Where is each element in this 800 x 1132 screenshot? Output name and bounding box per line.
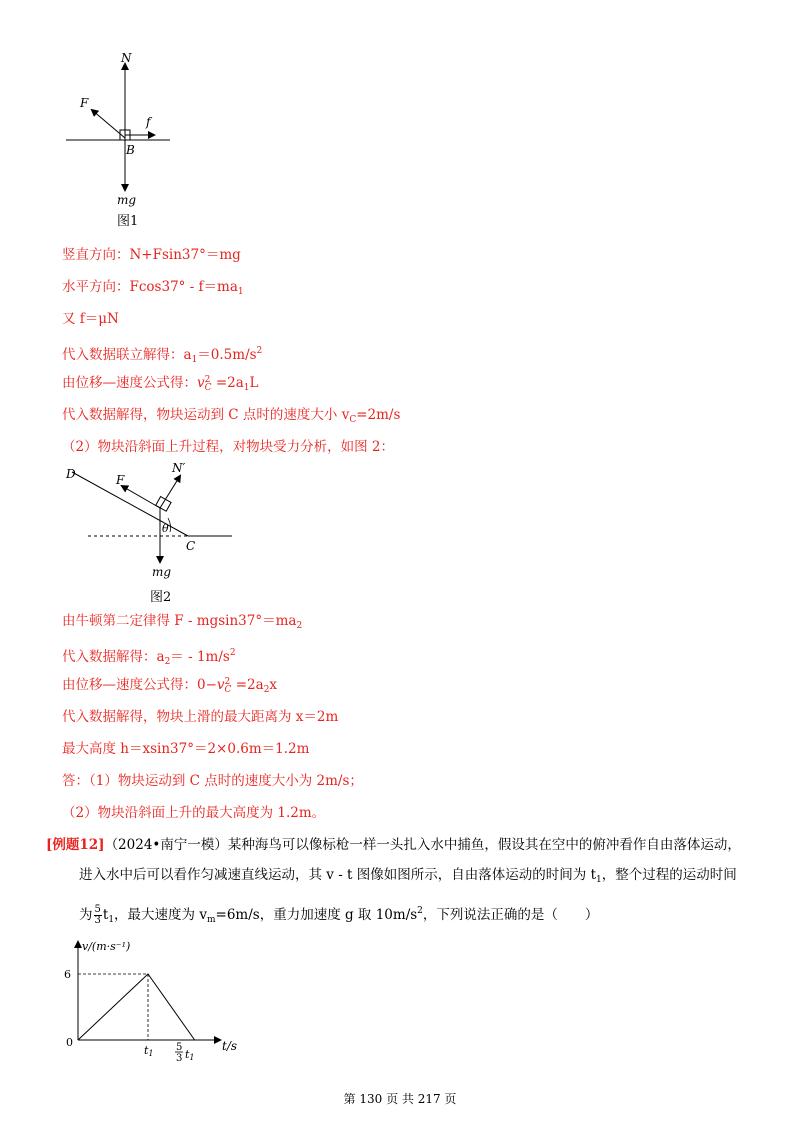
block-on-incline	[156, 497, 171, 512]
fraction-5-3: $\frac{5}{3}$	[94, 904, 101, 926]
label-theta: θ	[162, 522, 169, 535]
figure-1-force-diagram	[60, 50, 180, 215]
friction-equation: 又 f＝μN	[62, 311, 119, 327]
applied-force-arrow	[122, 486, 160, 508]
label-F: F	[116, 473, 125, 487]
velocity-time-chart	[60, 936, 260, 1066]
origin-label: 0	[66, 1036, 73, 1049]
label-mg: mg	[152, 565, 172, 579]
answer-1: 答：（1）物块运动到 C 点时的速度大小为 2m/s；	[62, 773, 363, 789]
y-axis-label: v/(m·s⁻¹)	[82, 940, 131, 953]
x-tick-5-3-den: 3	[176, 1053, 183, 1064]
displacement-formula: 由位移—速度公式得：0−v 2 C $=2a_2x$	[62, 676, 278, 695]
y-tick-6: 6	[64, 968, 71, 981]
horizontal-equation: 水平方向：$Fcos37^\circ - f=ma_1$	[62, 279, 244, 297]
label-D: D	[66, 467, 76, 481]
label-mg: mg	[117, 193, 137, 207]
label-f: f	[146, 115, 151, 129]
label-F: F	[80, 96, 89, 110]
max-distance: 代入数据解得，物块上滑的最大距离为 x＝2m	[62, 709, 339, 725]
vt-series-line	[78, 974, 195, 1040]
x-tick-5-3-t: t1	[185, 1048, 195, 1062]
newton-second-law: 由牛顿第二定律得 $F - mgsin37^\circ=ma_2$	[62, 613, 303, 631]
label-C: C	[186, 539, 196, 553]
x-tick-t1: t1	[144, 1044, 154, 1058]
figure-2-incline-diagram	[60, 458, 240, 588]
normal-force-arrow	[160, 476, 180, 508]
figure-1-caption: 图1	[117, 214, 139, 229]
example12-line2: 进入水中后可以看作匀减速直线运动，其 v - t 图像如图所示，自由落体运动的时间为 $t_1$，整个过程的运动时间	[79, 867, 737, 885]
velocity-formula: 由位移—速度公式得：v 2 C $=2a_1L$	[62, 374, 259, 393]
label-N-prime: N′	[172, 461, 186, 475]
acceleration-result: 代入数据联立解得：$a_1=0.5m/s^2$	[62, 346, 263, 365]
max-height: 最大高度 h＝xsin37°＝2×0.6m＝1.2m	[62, 741, 310, 757]
example12-line3: 为 $\frac{5}{3}$ $t_1$，最大速度为 $v_m=6m/s$，重力加速度 g 取 $10m/s^2$，下列说法正确的是（ ）	[79, 904, 599, 926]
answer-2: （2）物块沿斜面上升的最大高度为 1.2m。	[62, 805, 326, 821]
label-N: N	[121, 51, 132, 65]
applied-force-arrow	[92, 110, 125, 138]
x-tick-5-3-num: 5	[176, 1042, 183, 1053]
x-axis-label: t/s	[222, 1039, 238, 1053]
part2-intro: （2）物块沿斜面上升过程，对物块受力分析，如图 2：	[62, 439, 394, 455]
vertical-equation: 竖直方向：N+Fsin37°＝mg	[62, 247, 241, 263]
example12-line1: [例题12]（2024•南宁一模）某种海鸟可以像标枪一样一头扎入水中捕鱼，假设其在空中的俯冲看作自由落体运动，	[46, 837, 741, 853]
figure-2-caption: 图2	[150, 590, 172, 605]
acceleration-2-result: 代入数据解得：$a_2= - 1m/s^2$	[62, 648, 236, 667]
label-B: B	[126, 143, 135, 157]
example-tag: [例题12]	[46, 837, 105, 853]
speed-result: 代入数据解得，物块运动到 C 点时的速度大小 $v_C=2m/s$	[62, 407, 401, 425]
page-footer: 第 130 页 共 217 页	[343, 1092, 457, 1106]
